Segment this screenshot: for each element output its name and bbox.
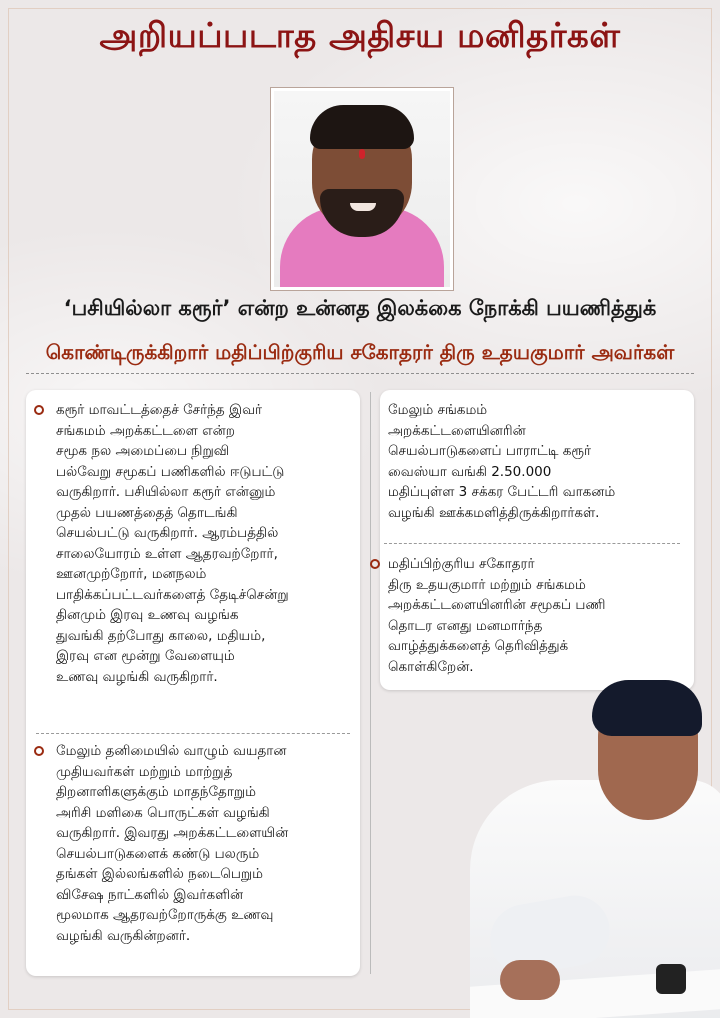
- right-separator: [384, 543, 680, 544]
- left-bullet-1: [56, 400, 289, 687]
- text-line: உணவு வழங்கி வருகிறார்.: [56, 668, 218, 685]
- photo-tilak: [359, 149, 365, 159]
- photo-hair: [310, 105, 414, 149]
- text-line: மேலும் தனிமையில் வாழும் வயதான: [56, 743, 287, 759]
- text-line: முதியவர்கள் மற்றும் மாற்றுத்: [56, 763, 233, 780]
- text-line: வழங்கி ஊக்கமளித்திருக்கிறார்கள்.: [388, 504, 600, 521]
- text-line: சமூக நல அமைப்பை நிறுவி: [56, 443, 230, 459]
- text-line: ஊனமுற்றோர், மனநலம்: [56, 566, 207, 582]
- text-line: வருகிறார். பசியில்லா கரூர் என்னும்: [56, 484, 276, 500]
- text-line: திறனாளிகளுக்கும் மாதந்தோறும்: [56, 784, 257, 800]
- photo-smile: [350, 203, 376, 211]
- column-divider: [370, 392, 371, 974]
- text-line: விசேஷ நாட்களில் இவர்களின்: [56, 886, 244, 903]
- text-line: செயல்பாடுகளைப் பாராட்டி கரூர்: [388, 443, 592, 459]
- tagline-line-1: ‘பசியில்லா கரூர்’ என்ற உன்னத இலக்கை நோக்கி பயணித்துக்: [63, 296, 657, 320]
- right-bullet-1: [388, 554, 605, 677]
- text-line: தங்கள் இல்லங்களில் நடைபெறும்: [56, 866, 264, 882]
- text-line: கொள்கிறேன்.: [388, 658, 474, 675]
- text-line: மதிப்புள்ள 3 சக்கர பேட்டரி வாகனம்: [388, 484, 616, 500]
- text-line: மேலும் சங்கமம்: [388, 402, 488, 418]
- text-line: பாதிக்கப்பட்டவர்களைத் தேடிச்சென்று: [56, 586, 289, 603]
- text-line: மதிப்பிற்குரிய சகோதரர்: [388, 556, 535, 572]
- text-line: செயல்பாடுகளைக் கண்டு பலரும்: [56, 845, 260, 862]
- writer-watch: [656, 964, 686, 994]
- text-line: அரிசி மளிகை பொருட்கள் வழங்கி: [56, 804, 270, 821]
- text-line: வைஸ்யா வங்கி 2.50.000: [388, 463, 552, 480]
- text-line: தொடர எனது மனமார்ந்த: [388, 617, 543, 634]
- text-line: முதல் பயணத்தைத் தொடங்கி: [56, 504, 238, 521]
- text-line: திரு உதயகுமார் மற்றும் சங்கமம்: [388, 576, 586, 593]
- profile-photo: [271, 88, 453, 290]
- left-separator: [36, 733, 350, 734]
- text-line: அறக்கட்டளையினரின்: [388, 422, 526, 439]
- text-line: சாலையோரம் உள்ள ஆதரவற்றோர்,: [56, 545, 278, 562]
- text-line: தினமும் இரவு உணவு வழங்க: [56, 607, 239, 623]
- text-line: வருகிறார். இவரது அறக்கட்டளையின்: [56, 825, 289, 841]
- tagline-line-2: கொண்டிருக்கிறார் மதிப்பிற்குரிய சகோதரர் திரு உதயகுமார் அவர்கள்: [45, 340, 675, 364]
- left-bullet-2: [56, 741, 288, 946]
- text-line: இரவு என மூன்று வேளையும்: [56, 648, 235, 664]
- text-line: சங்கமம் அறக்கட்டளை என்ற: [56, 422, 235, 439]
- text-line: துவங்கி தற்போது காலை, மதியம்,: [56, 627, 266, 644]
- page-title: அறியப்படாத அதிசய மனிதர்கள்: [99, 16, 621, 56]
- writer-hand: [500, 960, 560, 1000]
- bullet-circle-icon: [370, 559, 380, 569]
- text-line: அறக்கட்டளையினரின் சமூகப் பணி: [388, 597, 606, 613]
- text-line: வாழ்த்துக்களைத் தெரிவித்துக்: [388, 638, 569, 654]
- right-intro-paragraph: [388, 400, 615, 523]
- bullet-circle-icon: [34, 405, 44, 415]
- text-line: வழங்கி வருகின்றனர்.: [56, 927, 191, 944]
- header-divider: [26, 373, 694, 374]
- writer-hair: [592, 680, 702, 736]
- text-line: கரூர் மாவட்டத்தைச் சேர்ந்த இவர்: [56, 402, 263, 418]
- text-line: மூலமாக ஆதரவற்றோருக்கு உணவு: [56, 907, 274, 923]
- writing-person-photo: [470, 660, 720, 1018]
- bullet-circle-icon: [34, 746, 44, 756]
- text-line: பல்வேறு சமூகப் பணிகளில் ஈடுபட்டு: [56, 463, 285, 480]
- text-line: செயல்பட்டு வருகிறார். ஆரம்பத்தில்: [56, 525, 279, 541]
